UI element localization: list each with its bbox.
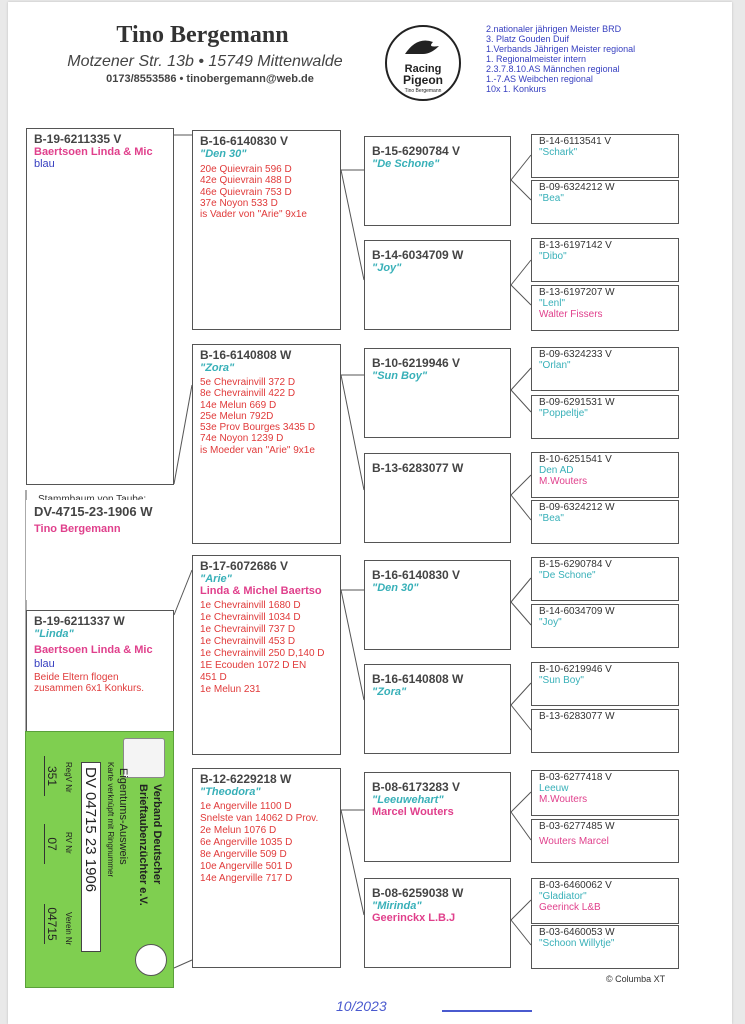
g4-owner: Geerinck L&B: [539, 902, 601, 913]
race-result: 10e Angerville 501 D: [200, 861, 293, 872]
breeder-address: Motzener Str. 13b • 15749 Mittenwalde: [67, 53, 343, 70]
handwritten-signature: [442, 1000, 532, 1012]
g4-name: Leeuw: [539, 783, 569, 794]
g4-ring: B-09-6291531 W: [539, 397, 615, 408]
achievement-item: 2.3.7.8.10.AS Männchen regional: [486, 64, 620, 74]
race-result: 1e Chevrainvill 737 D: [200, 624, 296, 635]
race-result: 1e Chevrainvill 250 D,140 D: [200, 648, 325, 659]
g4-name: "Joy": [539, 617, 562, 628]
g4-owner: M.Wouters: [539, 476, 588, 487]
mother-owner: Baertsoen Linda & Mic: [34, 644, 153, 656]
race-result: 1e Chevrainvill 1034 D: [200, 612, 301, 623]
g4-name: "Orlan": [539, 360, 571, 371]
grandparent-box[interactable]: [192, 768, 341, 968]
g4-owner: M.Wouters: [539, 794, 588, 805]
ggp-name: "Sun Boy": [372, 370, 428, 382]
card-org-name: Verband Deutscher: [151, 784, 163, 885]
g4-name: "Lenl": [539, 298, 566, 309]
software-credit: © Columba XT: [606, 974, 666, 984]
g4-ring: B-10-6251541 V: [539, 454, 612, 465]
ownership-card: [25, 731, 174, 988]
race-result: 37e Noyon 533 D: [200, 197, 278, 209]
ggp-name: "Leeuwehart": [372, 794, 444, 806]
mother-note: Beide Eltern flogen: [34, 672, 119, 683]
father-color: blau: [34, 158, 55, 170]
race-result: 8e Chevrainvill 422 D: [200, 388, 296, 400]
great-grandparent-box[interactable]: [364, 878, 511, 968]
gen4-box[interactable]: [531, 770, 679, 816]
gen4-box[interactable]: [531, 662, 679, 706]
father-ring: B-19-6211335 V: [34, 132, 122, 146]
ggp-ring: B-08-6259038 W: [372, 886, 464, 900]
card-field-label: RegV Nr: [64, 762, 73, 793]
g4-name: "Bea": [539, 513, 564, 524]
race-result: 1e Angerville 1100 D: [200, 801, 292, 812]
race-result: 74e Noyon 1239 D: [200, 433, 284, 445]
subject-box[interactable]: [26, 500, 174, 600]
mother-name: "Linda": [34, 628, 74, 640]
race-result: 46e Quievrain 753 D: [200, 186, 292, 198]
card-emblem-icon: [123, 738, 165, 778]
svg-text:Tino Bergemann: Tino Bergemann: [404, 88, 442, 94]
card-document-subtitle: Karte verknüpft mit Ringnummer: [106, 762, 115, 878]
g4-ring: B-13-6197142 V: [539, 240, 612, 251]
race-result: 1e Chevrainvill 1680 D: [200, 600, 301, 611]
great-grandparent-box[interactable]: [364, 348, 511, 438]
gen4-box[interactable]: [531, 347, 679, 391]
race-result: 8e Angerville 509 D: [200, 849, 287, 860]
gp-owner: Linda & Michel Baertso: [200, 585, 322, 597]
subject-ring: DV-4715-23-1906 W: [34, 504, 153, 519]
g4-ring: B-13-6283077 W: [539, 711, 615, 722]
ggp-name: "De Schone": [372, 158, 440, 170]
gp-ring: B-17-6072686 V: [200, 559, 289, 573]
great-grandparent-box[interactable]: [364, 453, 511, 543]
ggp-ring: B-13-6283077 W: [372, 461, 464, 475]
ggp-name: "Zora": [372, 686, 407, 698]
gp-name: "Arie": [200, 573, 232, 585]
g4-ring: B-10-6219946 V: [539, 664, 612, 675]
gen4-box[interactable]: [531, 709, 679, 753]
race-result: 451 D: [200, 672, 227, 683]
g4-ring: B-03-6277418 V: [539, 772, 612, 783]
ggp-name: "Mirinda": [372, 900, 422, 912]
race-result: 2e Melun 1076 D: [200, 825, 277, 836]
great-grandparent-box[interactable]: [364, 560, 511, 650]
g4-ring: B-14-6034709 W: [539, 606, 615, 617]
g4-ring: B-13-6197207 W: [539, 287, 615, 298]
gen4-box[interactable]: [531, 604, 679, 648]
g4-name: "Sun Boy": [539, 675, 584, 686]
ggp-ring: B-16-6140808 W: [372, 672, 464, 686]
achievement-item: 1.-7.AS Weibchen regional: [486, 74, 593, 84]
gen4-box[interactable]: [531, 285, 679, 331]
subject-owner: Tino Bergemann: [34, 523, 121, 535]
race-result: 53e Prov Bourges 3435 D: [200, 422, 316, 434]
achievement-item: 2.nationaler jährigen Meister BRD: [486, 24, 622, 34]
great-grandparent-box[interactable]: [364, 772, 511, 862]
gen4-box[interactable]: [531, 878, 679, 924]
achievement-item: 1.Verbands Jährigen Meister regional: [486, 44, 636, 54]
g4-ring: B-09-6324233 V: [539, 349, 612, 360]
ggp-owner: Marcel Wouters: [372, 806, 454, 818]
race-result: 1e Melun 231: [200, 684, 261, 695]
mother-color: blau: [34, 658, 55, 670]
race-result: 14e Melun 669 D: [200, 399, 277, 411]
race-result: 25e Melun 792D: [200, 410, 274, 422]
race-result: 1e Chevrainvill 453 D: [200, 636, 296, 647]
breeder-contact: 0173/8553586 • tinobergemann@web.de: [106, 73, 314, 85]
gp-ring: B-16-6140808 W: [200, 348, 292, 362]
gen4-box[interactable]: [531, 180, 679, 224]
breeder-name: Tino Bergemann: [116, 22, 289, 48]
g4-owner: Walter Fissers: [539, 309, 603, 320]
card-stamp-icon: [135, 944, 167, 976]
race-result: 5e Chevrainvill 372 D: [200, 377, 296, 388]
race-result: 42e Quievrain 488 D: [200, 175, 292, 187]
grandparent-box[interactable]: [192, 130, 341, 330]
great-grandparent-box[interactable]: [364, 136, 511, 226]
achievement-item: 1. Regionalmeister intern: [486, 54, 587, 64]
g4-owner: Wouters Marcel: [539, 836, 609, 847]
svg-text:Pigeon: Pigeon: [402, 73, 444, 87]
card-field-label: Verein Nr: [64, 912, 73, 946]
ggp-ring: B-14-6034709 W: [372, 248, 464, 262]
g4-name: "Dibo": [539, 251, 567, 262]
grandparent-box[interactable]: [192, 344, 341, 544]
gen4-box[interactable]: [531, 819, 679, 863]
card-document-title: Eigentums-Ausweis: [117, 768, 129, 865]
svg-text:Racing: Racing: [404, 63, 442, 75]
g4-ring: B-03-6277485 W: [539, 821, 615, 832]
race-result: 6e Angerville 1035 D: [200, 837, 293, 848]
ggp-ring: B-15-6290784 V: [372, 144, 461, 158]
g4-ring: B-09-6324212 W: [539, 182, 615, 193]
great-grandparent-box[interactable]: [364, 240, 511, 330]
g4-name: "Gladiator": [539, 891, 587, 902]
ggp-ring: B-08-6173283 V: [372, 780, 461, 794]
gen4-box[interactable]: [531, 395, 679, 439]
card-ring-number: DV 04715 23 1906: [81, 762, 101, 952]
race-result: 20e Quievrain 596 D: [200, 164, 292, 175]
gp-ring: B-12-6229218 W: [200, 772, 292, 786]
ggp-owner: Geerinckx L.B.J: [372, 912, 456, 924]
ggp-name: "Den 30": [372, 582, 419, 594]
gen4-box[interactable]: [531, 557, 679, 601]
gp-ring: B-16-6140830 V: [200, 134, 289, 148]
gp-name: "Den 30": [200, 148, 247, 160]
card-field-value: 351: [44, 756, 59, 796]
race-result: is Vader von "Arie" 9x1e: [200, 209, 307, 221]
g4-ring: B-03-6460053 W: [539, 927, 615, 938]
card-field-value: 07: [44, 824, 59, 864]
gp-name: "Theodora": [200, 786, 261, 798]
great-grandparent-box[interactable]: [364, 664, 511, 754]
g4-name: "Bea": [539, 193, 564, 204]
g4-name: "De Schone": [539, 570, 596, 581]
race-result: 1E Ecouden 1072 D EN: [200, 660, 307, 671]
gen4-box[interactable]: [531, 134, 679, 178]
card-field-value: 04715: [44, 904, 59, 944]
mother-ring: B-19-6211337 W: [34, 614, 125, 628]
handwritten-date: 10/2023: [336, 998, 387, 1014]
achievement-item: 10x 1. Konkurs: [486, 84, 547, 94]
race-result: 14e Angerville 717 D: [200, 873, 293, 884]
ggp-ring: B-16-6140830 V: [372, 568, 461, 582]
achievement-item: 3. Platz Gouden Duif: [486, 34, 570, 44]
father-box[interactable]: [26, 128, 174, 485]
g4-ring: B-09-6324212 W: [539, 502, 615, 513]
g4-name: "Poppeltje": [539, 408, 588, 419]
mother-note: zusammen 6x1 Konkurs.: [34, 683, 145, 695]
gen4-box[interactable]: [531, 452, 679, 498]
gp-name: "Zora": [200, 362, 235, 374]
gen4-box[interactable]: [531, 238, 679, 282]
ggp-ring: B-10-6219946 V: [372, 356, 461, 370]
card-field-label: RV Nr: [64, 832, 73, 854]
g4-name: "Schark": [539, 147, 578, 158]
father-owner: Baertsoen Linda & Mic: [34, 146, 153, 158]
gen4-box[interactable]: [531, 500, 679, 544]
race-result: Snelste van 14062 D Prov.: [200, 813, 319, 824]
gen4-box[interactable]: [531, 925, 679, 969]
grandparent-box[interactable]: [192, 555, 341, 755]
g4-ring: B-03-6460062 V: [539, 880, 612, 891]
g4-name: "Schoon Willytje": [539, 938, 615, 949]
ggp-name: "Joy": [372, 262, 402, 274]
race-result: is Moeder van "Arie" 9x1e: [200, 444, 315, 456]
g4-ring: B-14-6113541 V: [539, 136, 612, 147]
card-org-name: Brieftaubenzüchter e.V.: [137, 784, 149, 906]
g4-name: Den AD: [539, 465, 574, 476]
g4-ring: B-15-6290784 V: [539, 559, 612, 570]
